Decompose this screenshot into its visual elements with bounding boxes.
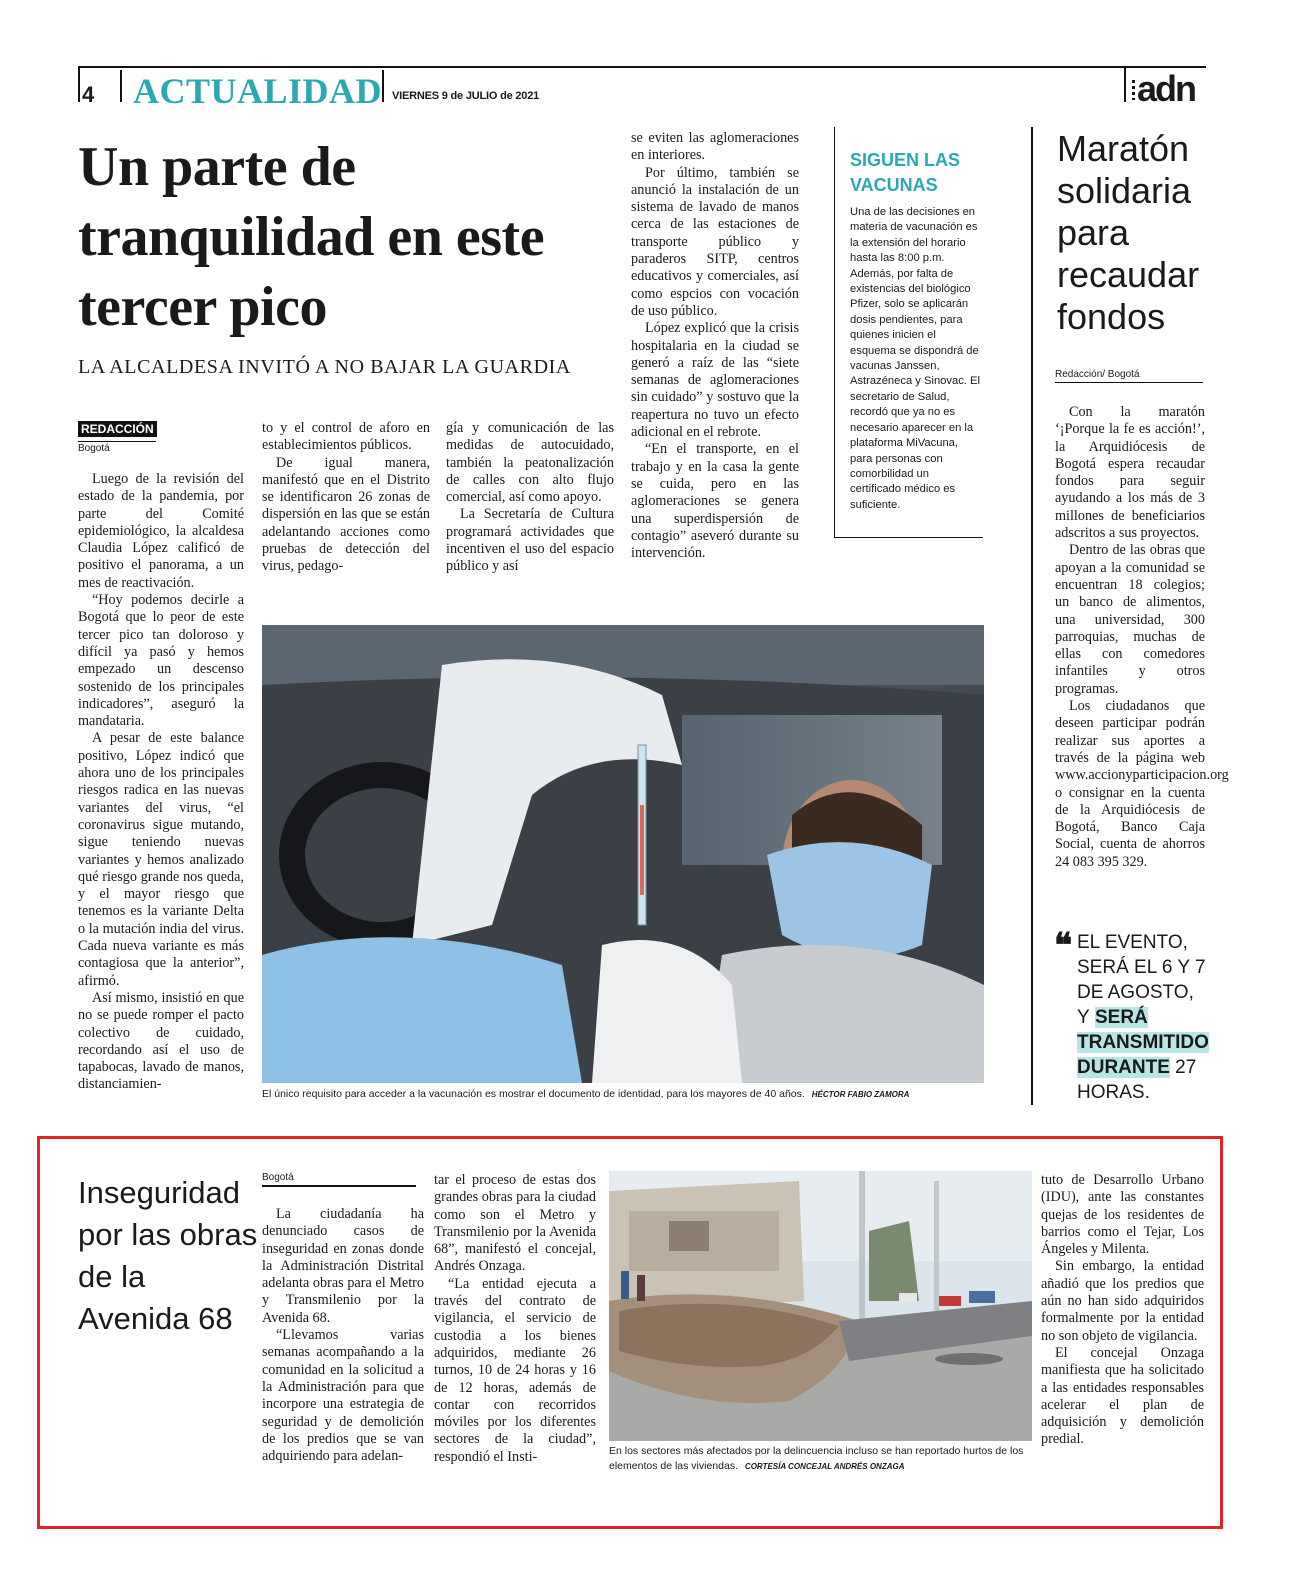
caption-text: En los sectores más afectados por la delincuencia incluso se han reportado hurtos de los elementos de las viviendas. bbox=[609, 1445, 1024, 1472]
paragraph: tuto de Desarrollo Urbano (IDU), ante las constantes quejas de los residentes de barrios como el Tejar, Los Ángeles y Milenta. bbox=[1041, 1172, 1204, 1258]
bottom-story-column-3 bbox=[1041, 1172, 1204, 1449]
sidebar-title-line: VACUNAS bbox=[850, 175, 938, 195]
paragraph: A pesar de este balance positivo, López indicó que ahora uno de los principales riesgos radica en las nuevas variantes del virus, “el coronavirus sigue mutando, sigue teniendo nuevas variantes y hemos analizado qué riesgo grande nos queda, y el mayor riesgo que tenemos es la variante Delta o la mutación india del virus. Cada nueva variante es más contagiosa que la anterior”, afirmó. bbox=[78, 730, 244, 989]
main-subhead: LA ALCALDESA INVITÓ A NO BAJAR LA GUARDIA bbox=[78, 356, 571, 378]
paragraph: “Hoy podemos decirle a Bogotá que lo peor de este tercer pico tan doloroso y difícil ya pasó y hemos empezado un descenso sostenido de los principales indicadores”, aseguró la mandataria. bbox=[78, 592, 244, 730]
column-divider bbox=[1031, 127, 1033, 1105]
sidebar-title bbox=[850, 148, 990, 198]
main-story-column-3 bbox=[446, 420, 614, 576]
brand-logo: adn bbox=[1137, 68, 1196, 109]
quote-text: EL EVENTO, SERÁ EL 6 Y 7 DE AGOSTO, Y bbox=[1077, 932, 1206, 1028]
quote-highlight: SERÁ TRANSMITIDO DURANTE bbox=[1077, 1007, 1209, 1078]
paragraph: gía y comunicación de las medidas de autocuidado, también la peatonalización de calles con alto flujo comercial, así como apoyo. bbox=[446, 420, 614, 506]
byline-place: Bogotá bbox=[78, 441, 156, 454]
issue-date: VIERNES 9 de JULIO de 2021 bbox=[392, 90, 540, 102]
quote-mark-icon: ❝ bbox=[1054, 928, 1073, 965]
right-story-body bbox=[1055, 404, 1229, 871]
bottom-photo bbox=[609, 1171, 1032, 1441]
paragraph: López explicó que la crisis hospitalaria en la ciudad se generó a raíz de las “siete semanas de aglomeraciones sin cuidado” y sostuvo que la reapertura no tuvo un efecto adicional en el rebrote. bbox=[631, 320, 799, 441]
right-byline: Redacción/ Bogotá bbox=[1055, 369, 1203, 383]
page-number: 4 bbox=[82, 82, 95, 107]
sidebar-title-line: SIGUEN LAS bbox=[850, 150, 961, 170]
main-photo-caption bbox=[262, 1088, 984, 1100]
paragraph: “Llevamos varias semanas acompañando a la comunidad en la solicitud a la Administración para que incorpore una estrategia de seguridad y de demolición de los predios que se van adquiriendo para adelan- bbox=[262, 1327, 424, 1465]
logo-mark-icon bbox=[1132, 80, 1135, 100]
paragraph: “La entidad ejecuta a través del contrato de vigilancia, el servicio de custodia a los bienes adquiridos, mediante 26 turnos, 10 de 24 horas y 16 de 12 horas, además de contar con recorridos móviles por los diferentes sectores de la ciudad”, respondió el Insti- bbox=[434, 1275, 596, 1465]
bottom-story-column-2 bbox=[434, 1172, 596, 1466]
byline-tag: REDACCIÓN bbox=[78, 421, 157, 437]
photo-credit: CORTESÍA CONCEJAL ANDRÉS ONZAGA bbox=[744, 1462, 905, 1471]
paragraph: Dentro de las obras que apoyan a la comunidad se encuentran 18 colegios; un banco de alimentos, una universidad, 300 parroquias, muchas de ellas con comedores infantiles y otros programas. bbox=[1055, 542, 1205, 697]
paragraph: Sin embargo, la entidad añadió que los predios que aún no han sido adquiridos formalmente por la entidad no son objeto de vigilancia. bbox=[1041, 1258, 1204, 1344]
header-rule bbox=[78, 66, 1206, 68]
paragraph: Con la maratón ‘¡Porque la fe es acción!’, la Arquidiócesis de Bogotá espera recaudar fondos para seguir ayudando a los más de 3 millones de beneficiarios adscritos a sus proyectos. bbox=[1055, 404, 1205, 542]
header-divider bbox=[382, 70, 384, 102]
header-divider bbox=[1124, 66, 1126, 102]
main-photo bbox=[262, 625, 984, 1083]
main-story-column-2 bbox=[262, 420, 430, 576]
paragraph: Así mismo, insistió en que no se puede romper el pacto colectivo de cuidado, recordando así el uso de tapabocas, lavado de manos, distanciamien- bbox=[78, 989, 244, 1093]
pull-quote bbox=[1077, 930, 1207, 1105]
sidebar-text: Una de las decisiones en materia de vacunación es la extensión del horario hasta las 8:00 p.m. Además, por falta de existencias del biológico Pfizer, solo se aplicarán dosis pendientes, para quienes inicien el esquema se dispondrá de vacunas Janssen, Astrazéneca y Sinovac. El secretario de Salud, recordó que ya no es necesario aparecer en la plataforma MiVacuna, para personas con comorbilidad un certificado médico es suficiente. bbox=[850, 206, 980, 511]
header-divider bbox=[78, 66, 80, 102]
paragraph: “En el transporte, en el trabajo y en la casa la gente se cuida, pero en las aglomeraciones se genera una superdispersión de contagio” aseveró durante su intervención. bbox=[631, 441, 799, 562]
paragraph: La Secretaría de Cultura programará actividades que incentiven el uso del espacio público y así bbox=[446, 506, 614, 575]
right-headline: Maratón solidaria para recaudar fondos bbox=[1057, 128, 1200, 337]
bottom-byline: Bogotá bbox=[262, 1172, 416, 1187]
quote-text: 27 HORAS. bbox=[1077, 1057, 1197, 1103]
paragraph: De igual manera, manifestó que en el Distrito se identificaron 26 zonas de dispersión en las que se están adelantando acciones como pruebas de detección del virus, pedago- bbox=[262, 454, 430, 575]
bottom-headline: Inseguridad por las obras de la Avenida 68 bbox=[78, 1175, 258, 1336]
caption-text: El único requisito para acceder a la vacunación es mostrar el documento de identidad, para los mayores de 40 años. bbox=[262, 1088, 805, 1100]
paragraph: El concejal Onzaga manifiesta que ha solicitado a las entidades responsables acelerar el plan de adquisición y demolición predial. bbox=[1041, 1344, 1204, 1448]
main-story-column-1 bbox=[78, 471, 244, 1094]
header-divider bbox=[120, 70, 122, 102]
section-title: ACTUALIDAD bbox=[133, 71, 383, 111]
bottom-story-column-1 bbox=[262, 1206, 424, 1465]
paragraph: Por último, también se anunció la instalación de un sistema de lavado de manos cerca de las estaciones de transporte público y paraderos SITP, centros educativos y comerciales, así como espcios con vocación de uso público. bbox=[631, 164, 799, 319]
main-headline: Un parte de tranquilidad en este tercer pico bbox=[78, 136, 545, 338]
paragraph: Luego de la revisión del estado de la pandemia, por parte del Comité epidemiológico, la alcaldesa Claudia López calificó de positivo el panorama, a un mes de reactivación. bbox=[78, 471, 244, 591]
paragraph: Los ciudadanos que deseen participar podrán realizar sus aportes a través de la página web www.accionyparticipacion.org o consignar en la cuenta de la Arquidiócesis de Bogotá, Banco Caja Social, cuenta de ahorros 24 083 395 329. bbox=[1055, 698, 1229, 870]
paragraph: se eviten las aglomeraciones en interiores. bbox=[631, 130, 799, 164]
paragraph: tar el proceso de estas dos grandes obras para la ciudad como son el Metro y Transmilenio por la Avenida 68”, manifestó el concejal, Andrés Onzaga. bbox=[434, 1172, 596, 1275]
paragraph: La ciudadanía ha denunciado casos de inseguridad en zonas donde la Administración Distrital adelanta obras para el Metro y Transmilenio por la Avenida 68. bbox=[262, 1206, 424, 1326]
photo-credit: HÉCTOR FABIO ZAMORA bbox=[811, 1090, 910, 1099]
paragraph: to y el control de aforo en establecimientos públicos. bbox=[262, 420, 430, 454]
main-story-column-4 bbox=[631, 130, 799, 562]
bottom-photo-caption bbox=[609, 1444, 1032, 1474]
